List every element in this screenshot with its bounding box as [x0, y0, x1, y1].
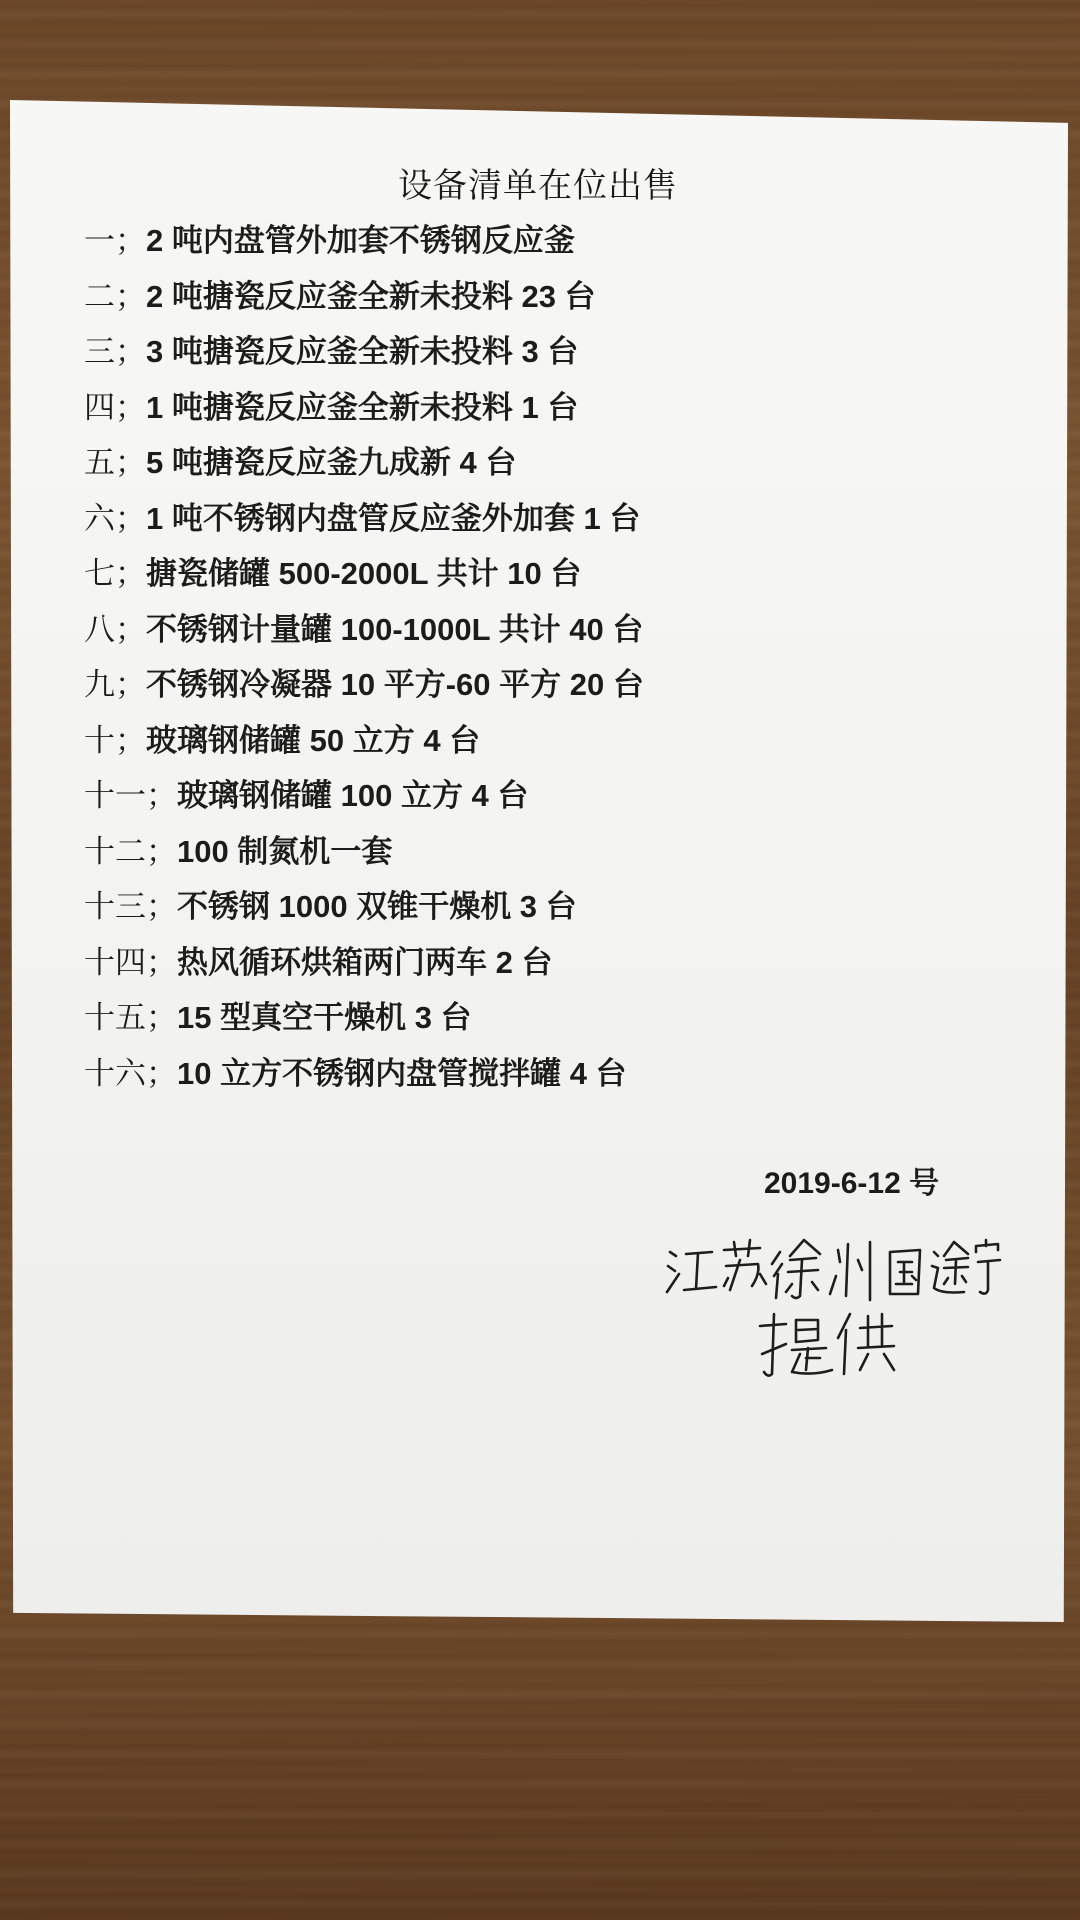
item-text: 1 吨不锈钢内盘管反应釜外加套 1 台 [146, 500, 641, 536]
item-text: 不锈钢冷凝器 10 平方-60 平方 20 台 [146, 667, 644, 702]
item-number: 二； [84, 278, 146, 315]
item-text: 3 吨搪瓷反应釜全新未投料 3 台 [146, 334, 579, 369]
list-item [84, 657, 644, 713]
item-number: 十； [84, 722, 146, 759]
list-item [84, 491, 644, 547]
list-item [84, 1046, 644, 1102]
item-number: 十一； [84, 778, 177, 814]
list-item [84, 324, 644, 380]
list-item [84, 935, 644, 991]
item-number: 十四； [84, 944, 177, 981]
item-number: 八； [84, 611, 146, 648]
item-text: 2 吨搪瓷反应釜全新未投料 23 台 [146, 278, 596, 314]
item-text: 2 吨内盘管外加套不锈钢反应釜 [146, 223, 575, 258]
item-number: 十六； [84, 1055, 177, 1092]
equipment-list [84, 213, 644, 1101]
list-item [84, 879, 644, 935]
item-number: 五； [84, 445, 146, 481]
item-number: 十五； [84, 1000, 177, 1036]
item-number: 七； [84, 556, 146, 592]
list-item [84, 546, 644, 602]
document-title: 设备清单在位出售 [398, 166, 678, 206]
list-item [84, 435, 644, 491]
item-text: 15 型真空干燥机 3 台 [177, 1000, 472, 1035]
list-item [84, 768, 644, 824]
item-number: 十二； [84, 833, 177, 870]
signature-drawing [664, 1230, 1004, 1390]
item-number: 六； [84, 500, 146, 537]
list-item [84, 269, 644, 325]
item-number: 四； [84, 389, 146, 426]
item-text: 不锈钢计量罐 100-1000L 共计 40 台 [146, 611, 644, 647]
handwritten-signature [664, 1230, 1004, 1390]
item-text: 不锈钢 1000 双锥干燥机 3 台 [177, 889, 577, 924]
list-item [84, 380, 644, 436]
item-text: 5 吨搪瓷反应釜九成新 4 台 [146, 445, 517, 480]
item-number: 三； [84, 334, 146, 370]
item-number: 十三； [84, 889, 177, 925]
list-item [84, 824, 644, 880]
document-date: 2019-6-12 号 [764, 1167, 940, 1200]
item-text: 热风循环烘箱两门两车 2 台 [177, 944, 553, 980]
list-item [84, 713, 644, 769]
list-item [84, 213, 644, 269]
item-number: 一； [84, 223, 146, 259]
item-text: 10 立方不锈钢内盘管搅拌罐 4 台 [177, 1055, 627, 1091]
list-item [84, 602, 644, 658]
list-item [84, 990, 644, 1046]
item-text: 玻璃钢储罐 100 立方 4 台 [177, 778, 529, 813]
item-number: 九； [84, 667, 146, 703]
item-text: 搪瓷储罐 500-2000L 共计 10 台 [146, 556, 582, 591]
item-text: 玻璃钢储罐 50 立方 4 台 [146, 722, 481, 758]
item-text: 100 制氮机一套 [177, 833, 393, 869]
item-text: 1 吨搪瓷反应釜全新未投料 1 台 [146, 389, 579, 425]
